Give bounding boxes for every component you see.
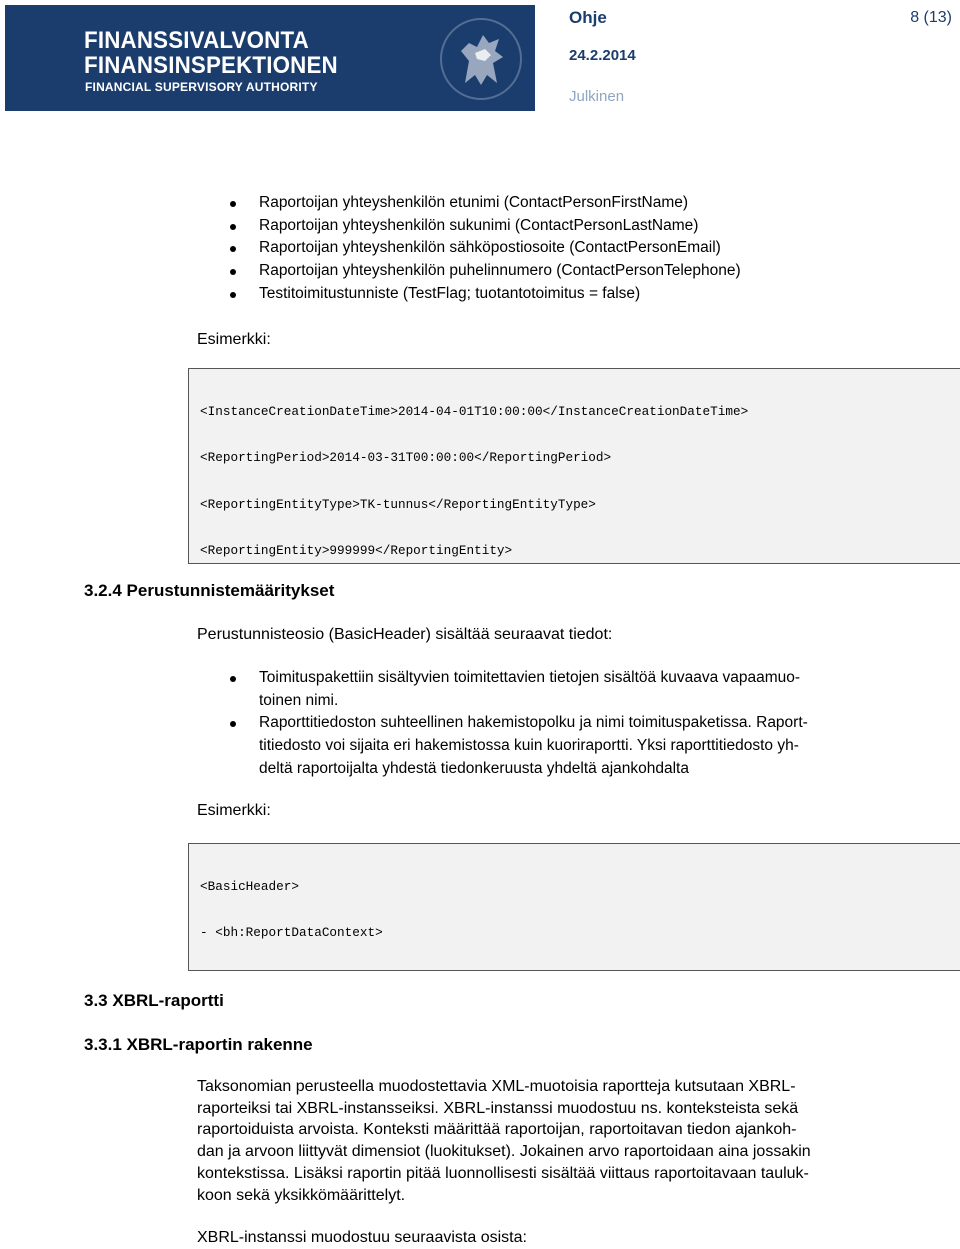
lion-crest-icon (435, 13, 527, 105)
document-type: Ohje (569, 8, 607, 27)
bullet-icon (230, 676, 236, 682)
page-number: 8 (13) (910, 9, 952, 26)
list-item: Raportoijan yhteyshenkilön sukunimi (ContactPersonLastName) (197, 215, 917, 238)
list-item: Raportoijan yhteyshenkilön etunimi (ContactPersonFirstName) (197, 192, 917, 215)
bullet-icon (230, 246, 236, 252)
section-heading-33: 3.3 XBRL-raportti (84, 991, 224, 1010)
code-line: <InstanceCreationDateTime>2014-04-01T10:00:00</InstanceCreationDateTime> (200, 403, 749, 419)
list-item: Raportoijan yhteyshenkilön sähköpostiosoite (ContactPersonEmail) (197, 237, 917, 260)
example-label: Esimerkki: (197, 802, 271, 819)
closing-line: XBRL-instanssi muodostuu seuraavista osista: (197, 1229, 527, 1246)
authority-logo (5, 5, 535, 111)
example-label: Esimerkki: (197, 331, 271, 348)
contact-fields-list (197, 192, 917, 306)
document-date: 24.2.2014 (569, 47, 636, 64)
list-item: Testitoimitustunniste (TestFlag; tuotantotoimitus = false) (197, 283, 917, 306)
classification-label: Julkinen (569, 88, 625, 105)
section-heading-324: 3.2.4 Perustunnistemääritykset (84, 581, 335, 600)
list-item: Toimituspakettiin sisältyvien toimitettavien tietojen sisältöä kuvaava vapaamuo- toinen nimi. (197, 667, 937, 712)
code-example-box (188, 368, 960, 564)
logo-line-3: FINANCIAL SUPERVISORY AUTHORITY (85, 80, 318, 94)
logo-line-1: FINANSSIVALVONTA (84, 27, 309, 54)
code-example-box (188, 843, 960, 971)
code-line: <ReportingEntity>999999</ReportingEntity> (200, 542, 513, 558)
code-line: <ReportingPeriod>2014-03-31T00:00:00</ReportingPeriod> (200, 450, 612, 466)
bullet-icon (230, 269, 236, 275)
list-item: Raportoijan yhteyshenkilön puhelinnumero (ContactPersonTelephone) (197, 260, 917, 283)
section-heading-331: 3.3.1 XBRL-raportin rakenne (84, 1035, 313, 1054)
bullet-icon (230, 292, 236, 298)
section-paragraph: Taksonomian perusteella muodostettavia XML-muotoisia raportteja kutsutaan XBRL- raporteiksi tai XBRL-instansseiksi. XBRL-instanssi muodostuu ns. konteksteista sekä raportoiduista arvoista. Konteksti määrittää raportoijan, raportoitavan tiedon ajankoh- dan ja arvoon liittyvät dimensiot (luokitukset). Jokainen arvo raportoidaan aina jossakin kontekstissa. Lisäksi raportin pitää luonnollisesti sisältää viittaus raportoitavaan tauluk- koon sekä yksikkömäärittelyt. (197, 1078, 811, 1204)
code-line: <BasicHeader> (200, 878, 299, 894)
logo-line-2: FINANSINSPEKTIONEN (84, 52, 338, 79)
list-item: Raporttitiedoston suhteellinen hakemistopolku ja nimi toimituspaketissa. Raport- titiedosto voi sijaita eri hakemistossa kuin kuoriraportti. Yksi raporttitiedosto yh- deltä raportoijalta yhdestä tiedonkeruusta yhdeltä ajankohdalta (197, 712, 937, 780)
bullet-icon (230, 201, 236, 207)
bullet-icon (230, 721, 236, 727)
code-line: <ReportingEntityType>TK-tunnus</ReportingEntityType> (200, 496, 596, 512)
code-line: - <bh:ReportDataContext> (200, 925, 383, 941)
section-intro: Perustunnisteosio (BasicHeader) sisältää seuraavat tiedot: (197, 626, 613, 643)
basic-header-list (197, 667, 937, 781)
bullet-icon (230, 224, 236, 230)
